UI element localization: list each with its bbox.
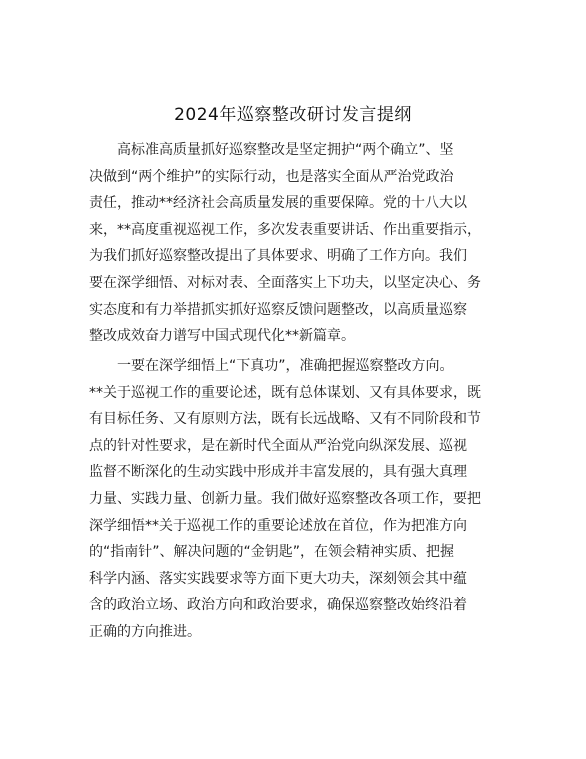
document-title: 2024年巡察整改研讨发言提纲 bbox=[174, 105, 412, 125]
paragraph-point-one bbox=[89, 353, 499, 646]
paragraph-line: 决做到“两个维护”的实际行动，也是落实全面从严治党政治 bbox=[89, 168, 454, 185]
paragraph-line: 一要在深学细悟上“下真功”，准确把握巡察整改方向。 bbox=[117, 358, 454, 374]
paragraph-line: 整改成效奋力谱写中国式现代化**新篇章。 bbox=[89, 328, 355, 345]
paragraph-line: **关于巡视工作的重要论述，既有总体谋划、又有具体要求，既 bbox=[89, 384, 481, 401]
paragraph-line: 责任，推动**经济社会高质量发展的重要保障。党的十八大以 bbox=[89, 195, 467, 212]
paragraph-line: 来，**高度重视巡视工作，多次发表重要讲话、作出重要指示， bbox=[89, 221, 481, 238]
paragraph-line: 科学内涵、落实实践要求等方面下更大功夫，深刻领会其中蕴 bbox=[89, 570, 467, 587]
paragraph-line: 高标准高质量抓好巡察整改是坚定拥护“两个确立”、坚 bbox=[117, 142, 454, 158]
paragraph-line: 正确的方向推进。 bbox=[89, 623, 201, 640]
paragraph-line: 有目标任务、又有原则方法，既有长远战略、又有不同阶段和节 bbox=[89, 411, 481, 428]
paragraph-line: 监督不断深化的生动实践中形成并丰富发展的，具有强大真理 bbox=[89, 464, 467, 481]
paragraph-line: 的“指南针”、解决问题的“金钥匙”，在领会精神实质、把握 bbox=[89, 544, 455, 561]
paragraph-line: 点的针对性要求，是在新时代全面从严治党向纵深发展、巡视 bbox=[89, 437, 467, 454]
paragraph-line: 要在深学细悟、对标对表、全面落实上下功夫，以坚定决心、务 bbox=[89, 274, 481, 291]
paragraph-line: 力量、实践力量、创新力量。我们做好巡察整改各项工作，要把 bbox=[89, 490, 481, 507]
paragraph-line: 含的政治立场、政治方向和政治要求，确保巡察整改始终沿着 bbox=[89, 597, 467, 614]
paragraph-line: 深学细悟**关于巡视工作的重要论述放在首位，作为把准方向 bbox=[89, 517, 467, 534]
paragraph-line: 实态度和有力举措抓实抓好巡察反馈问题整改，以高质量巡察 bbox=[89, 301, 467, 318]
paragraph-intro bbox=[89, 137, 499, 350]
paragraph-line: 为我们抓好巡察整改提出了具体要求、明确了工作方向。我们 bbox=[89, 248, 467, 265]
